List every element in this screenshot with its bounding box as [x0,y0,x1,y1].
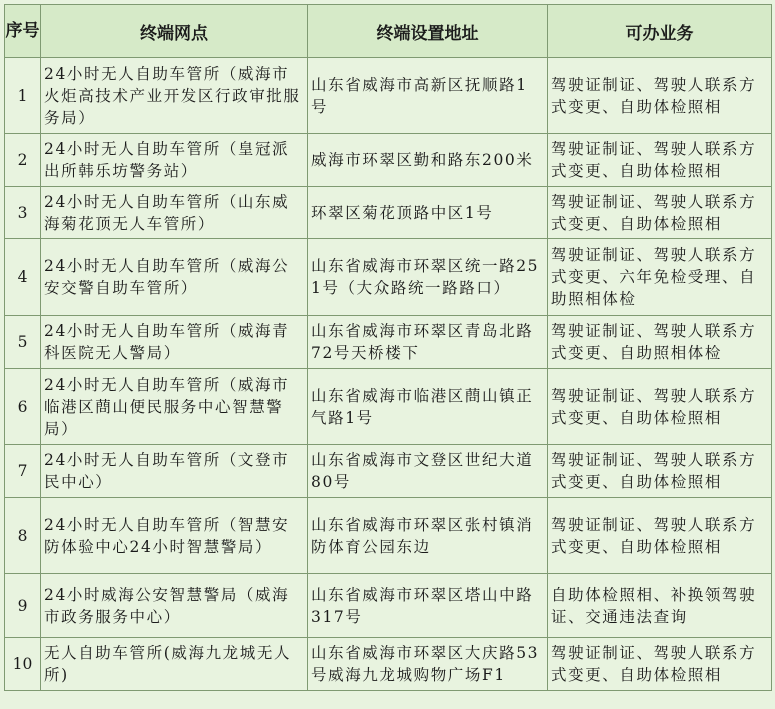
terminal-address: 山东省威海市环翠区大庆路53号威海九龙城购物广场F1 [308,638,548,691]
terminal-name: 24小时无人自助车管所（威海市火炬高技术产业开发区行政审批服务局） [41,58,308,134]
row-number: 3 [5,187,41,239]
header-address: 终端设置地址 [308,5,548,58]
row-number: 2 [5,134,41,187]
terminal-address: 山东省威海市环翠区统一路251号（大众路统一路路口） [308,239,548,316]
table-row [5,316,772,369]
row-number: 8 [5,498,41,574]
row-number: 9 [5,574,41,638]
table-row [5,187,772,239]
table-row [5,638,772,691]
available-services: 驾驶证制证、驾驶人联系方式变更、自助体检照相 [548,369,772,445]
terminal-name: 无人自助车管所(威海九龙城无人所) [41,638,308,691]
table-header [5,5,772,58]
table-row [5,239,772,316]
terminal-address: 山东省威海市环翠区塔山中路317号 [308,574,548,638]
terminal-address: 环翠区菊花顶路中区1号 [308,187,548,239]
header-row [5,5,772,58]
terminal-address: 山东省威海市高新区抚顺路1号 [308,58,548,134]
row-number: 5 [5,316,41,369]
table-row [5,498,772,574]
terminal-name: 24小时无人自助车管所（山东威海菊花顶无人车管所） [41,187,308,239]
header-index: 序号 [5,5,41,58]
table-body [5,58,772,691]
row-number: 7 [5,445,41,498]
header-terminal: 终端网点 [41,5,308,58]
table-row [5,58,772,134]
terminal-name: 24小时无人自助车管所（威海市临港区蔄山便民服务中心智慧警局） [41,369,308,445]
terminal-address: 山东省威海市临港区蔄山镇正气路1号 [308,369,548,445]
available-services: 驾驶证制证、驾驶人联系方式变更、自助体检照相 [548,498,772,574]
available-services: 自助体检照相、补换领驾驶证、交通违法查询 [548,574,772,638]
terminal-address: 山东省威海市环翠区张村镇消防体育公园东边 [308,498,548,574]
terminal-name: 24小时威海公安智慧警局（威海市政务服务中心） [41,574,308,638]
terminal-address: 山东省威海市文登区世纪大道80号 [308,445,548,498]
table-row [5,574,772,638]
terminal-address: 山东省威海市环翠区青岛北路72号天桥楼下 [308,316,548,369]
available-services: 驾驶证制证、驾驶人联系方式变更、自助体检照相 [548,58,772,134]
table-row [5,369,772,445]
table-row [5,445,772,498]
terminal-name: 24小时无人自助车管所（威海青科医院无人警局） [41,316,308,369]
header-services: 可办业务 [548,5,772,58]
available-services: 驾驶证制证、驾驶人联系方式变更、六年免检受理、自助照相体检 [548,239,772,316]
available-services: 驾驶证制证、驾驶人联系方式变更、自助体检照相 [548,445,772,498]
available-services: 驾驶证制证、驾驶人联系方式变更、自助体检照相 [548,638,772,691]
available-services: 驾驶证制证、驾驶人联系方式变更、自助体检照相 [548,187,772,239]
terminal-name: 24小时无人自助车管所（皇冠派出所韩乐坊警务站） [41,134,308,187]
row-number: 10 [5,638,41,691]
table-row [5,134,772,187]
terminal-name: 24小时无人自助车管所（智慧安防体验中心24小时智慧警局） [41,498,308,574]
service-terminal-table [4,4,772,691]
row-number: 1 [5,58,41,134]
terminal-name: 24小时无人自助车管所（威海公安交警自助车管所） [41,239,308,316]
terminal-name: 24小时无人自助车管所（文登市民中心） [41,445,308,498]
terminal-address: 威海市环翠区勤和路东200米 [308,134,548,187]
row-number: 6 [5,369,41,445]
available-services: 驾驶证制证、驾驶人联系方式变更、自助体检照相 [548,134,772,187]
available-services: 驾驶证制证、驾驶人联系方式变更、自助照相体检 [548,316,772,369]
row-number: 4 [5,239,41,316]
